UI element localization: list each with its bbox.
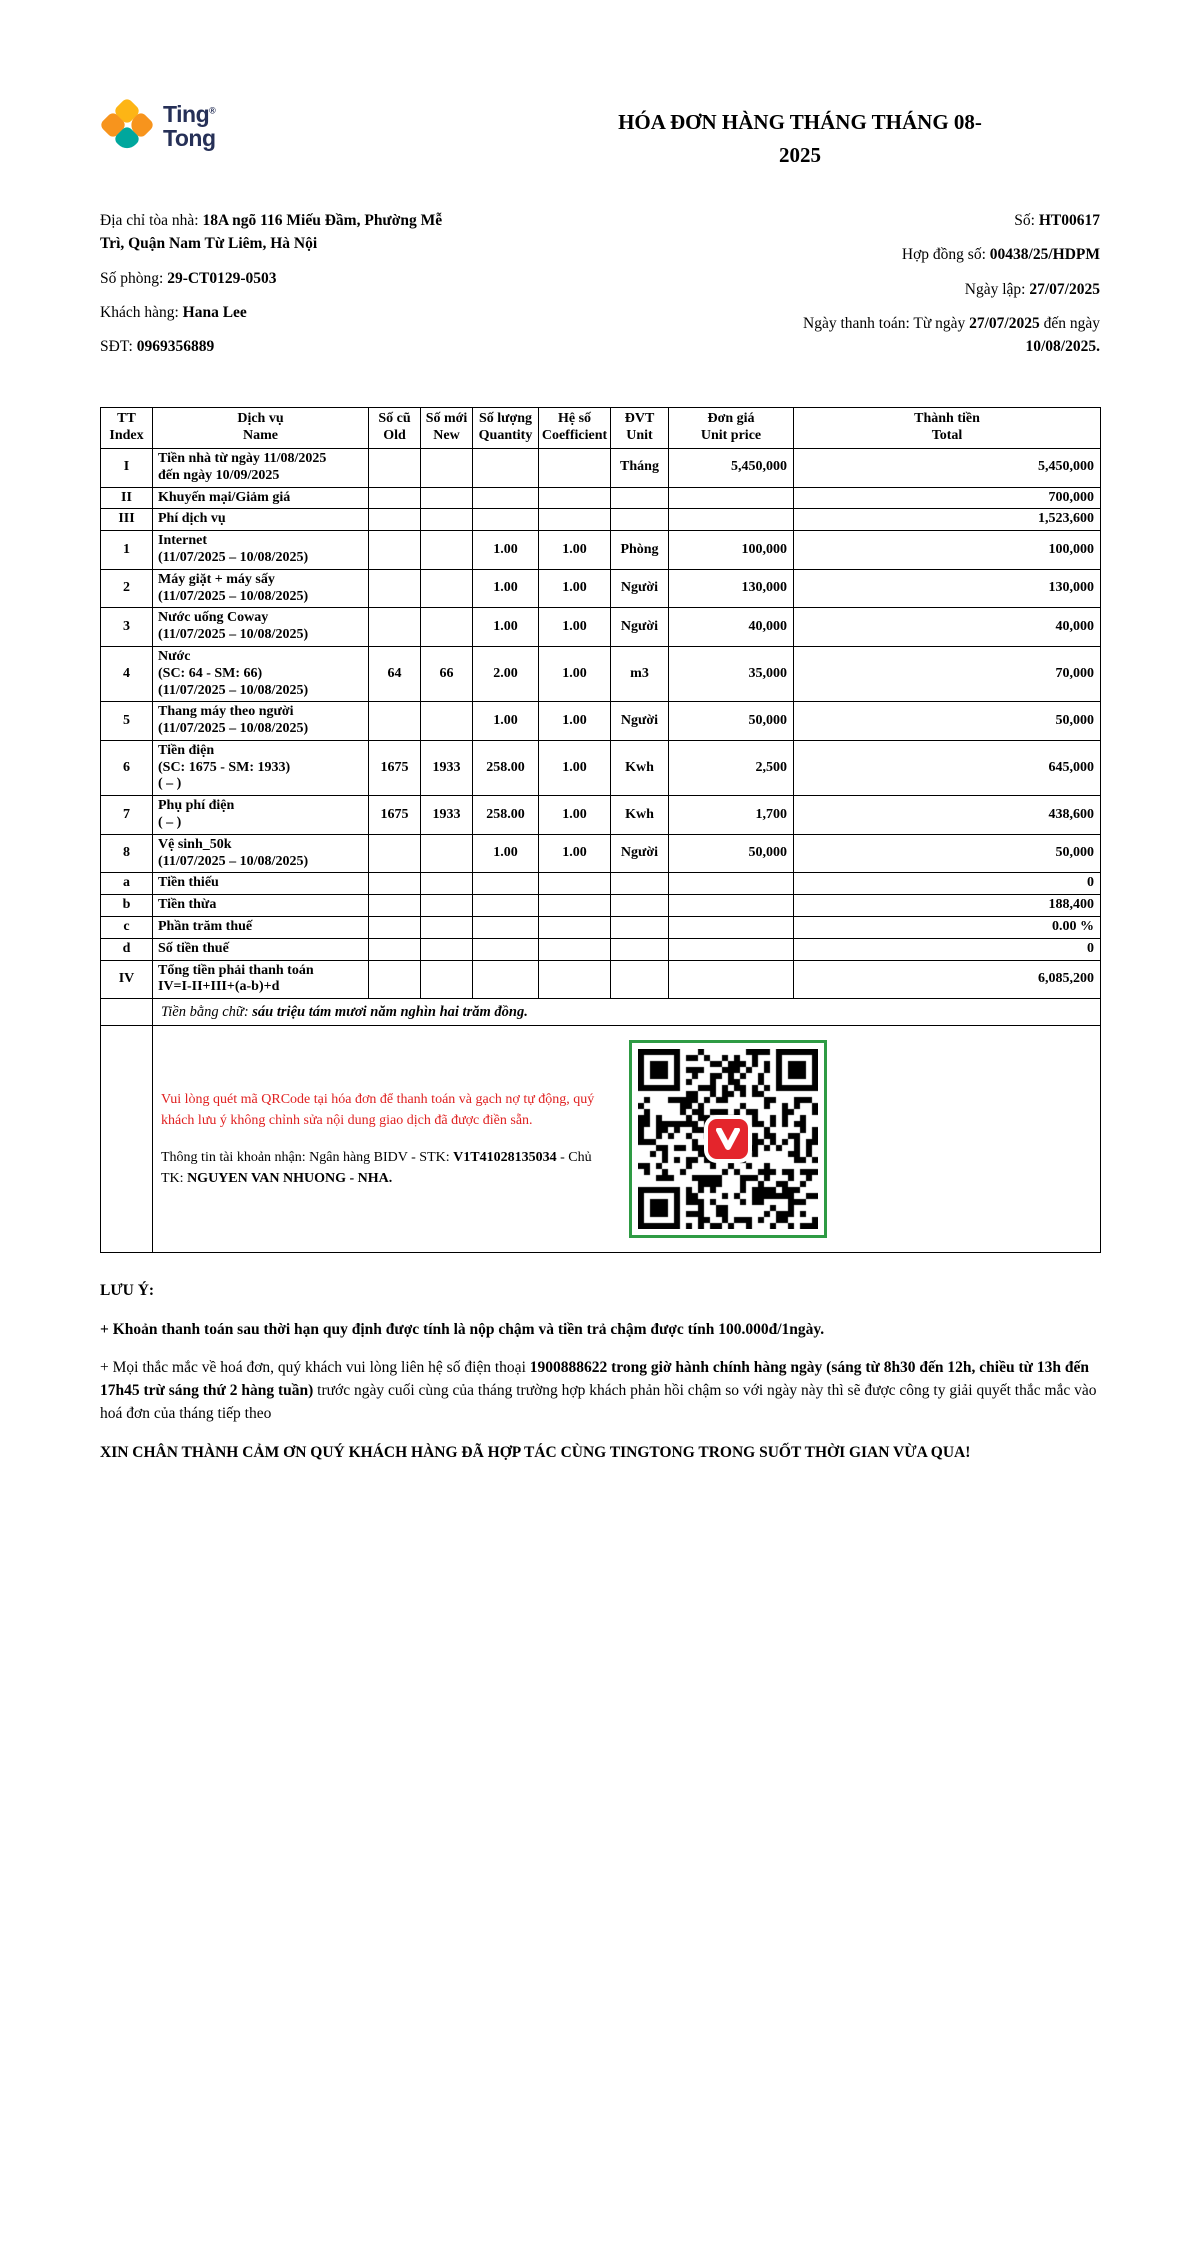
table-row	[101, 938, 1101, 960]
cell-name: Phần trăm thuế	[153, 917, 369, 939]
cell-coefficient: 1.00	[539, 834, 611, 873]
cell-name: Số tiền thuế	[153, 938, 369, 960]
logo-word-ting: Ting	[163, 101, 210, 128]
table-header-row	[101, 408, 1101, 449]
table-row	[101, 646, 1101, 701]
cell-coefficient: 1.00	[539, 531, 611, 570]
cell-name: Máy giặt + máy sấy (11/07/2025 – 10/08/2025)	[153, 569, 369, 608]
cell-quantity: 1.00	[473, 834, 539, 873]
cell-quantity	[473, 895, 539, 917]
cell-unit: Kwh	[611, 796, 669, 835]
table-row	[101, 960, 1101, 999]
cell-old	[369, 608, 421, 647]
cell-total: 100,000	[794, 531, 1101, 570]
cell-new	[421, 702, 473, 741]
cell-total: 438,600	[794, 796, 1101, 835]
cell-new	[421, 531, 473, 570]
cell-unit-price: 35,000	[669, 646, 794, 701]
cell-name: Tiền nhà từ ngày 11/08/2025 đến ngày 10/09/2025	[153, 448, 369, 487]
cell-name: Internet (11/07/2025 – 10/08/2025)	[153, 531, 369, 570]
table-row	[101, 702, 1101, 741]
cell-coefficient: 1.00	[539, 796, 611, 835]
cell-name: Khuyến mại/Giảm giá	[153, 487, 369, 509]
cell-quantity: 2.00	[473, 646, 539, 701]
cell-name: Vệ sinh_50k (11/07/2025 – 10/08/2025)	[153, 834, 369, 873]
cell-coefficient: 1.00	[539, 646, 611, 701]
cell-unit	[611, 873, 669, 895]
tingtong-logo	[100, 100, 216, 154]
invoice-table-footer	[101, 999, 1101, 1253]
col-header-new: Số mới New	[421, 408, 473, 449]
cell-old	[369, 509, 421, 531]
cell-index: 4	[101, 646, 153, 701]
payment-spacer-cell	[101, 1026, 153, 1253]
cell-unit-price: 2,500	[669, 740, 794, 795]
cell-old	[369, 531, 421, 570]
cell-old	[369, 569, 421, 608]
bank-account-info: Thông tin tài khoản nhận: Ngân hàng BIDV - STK: V1T41028135034 - Chủ TK: NGUYEN VAN NHUONG - NHA.	[161, 1150, 592, 1187]
cell-old	[369, 938, 421, 960]
table-row	[101, 834, 1101, 873]
table-row	[101, 569, 1101, 608]
cell-new	[421, 938, 473, 960]
room-number: Số phòng: 29-CT0129-0503	[100, 269, 277, 287]
cell-unit	[611, 960, 669, 999]
cell-unit-price	[669, 960, 794, 999]
cell-quantity: 1.00	[473, 702, 539, 741]
col-header-total: Thành tiền Total	[794, 408, 1101, 449]
cell-coefficient: 1.00	[539, 740, 611, 795]
cell-unit-price: 130,000	[669, 569, 794, 608]
cell-total: 40,000	[794, 608, 1101, 647]
cell-new	[421, 448, 473, 487]
cell-quantity	[473, 448, 539, 487]
amount-in-words-row	[101, 999, 1101, 1026]
col-header-unit-price: Đơn giá Unit price	[669, 408, 794, 449]
tingtong-logo-icon	[100, 100, 154, 154]
cell-new	[421, 895, 473, 917]
cell-total: 1,523,600	[794, 509, 1101, 531]
cell-quantity	[473, 873, 539, 895]
qr-payment-notice: Vui lòng quét mã QRCode tại hóa đơn để thanh toán và gạch nợ tự động, quý khách lưu ý không chỉnh sửa nội dung giao dịch đã được điền sẵn.	[161, 1092, 595, 1129]
cell-new	[421, 960, 473, 999]
cell-quantity	[473, 938, 539, 960]
cell-total: 0	[794, 873, 1101, 895]
table-row	[101, 895, 1101, 917]
cell-coefficient	[539, 873, 611, 895]
cell-unit: m3	[611, 646, 669, 701]
amount-in-words-spacer	[101, 999, 153, 1026]
cell-quantity: 1.00	[473, 569, 539, 608]
cell-unit-price: 40,000	[669, 608, 794, 647]
cell-coefficient	[539, 448, 611, 487]
cell-index: d	[101, 938, 153, 960]
cell-new	[421, 569, 473, 608]
cell-unit	[611, 509, 669, 531]
cell-coefficient	[539, 960, 611, 999]
invoice-title-line2: 2025	[779, 142, 821, 167]
cell-index: 8	[101, 834, 153, 873]
cell-total: 130,000	[794, 569, 1101, 608]
cell-index: II	[101, 487, 153, 509]
cell-old	[369, 960, 421, 999]
cell-coefficient: 1.00	[539, 702, 611, 741]
customer-name: Khách hàng: Hana Lee	[100, 303, 247, 321]
notes-section	[100, 1279, 1100, 1464]
cell-name: Tổng tiền phải thanh toán IV=I-II+III+(a-b)+d	[153, 960, 369, 999]
table-row	[101, 608, 1101, 647]
invoice-title-line1: HÓA ĐƠN HÀNG THÁNG THÁNG 08-	[618, 110, 982, 134]
invoice-info	[100, 209, 1100, 369]
cell-index: 6	[101, 740, 153, 795]
note-late-payment: + Khoản thanh toán sau thời hạn quy định được tính là nộp chậm và tiền trả chậm được tính 100.000đ/1ngày.	[100, 1320, 825, 1338]
payment-cell	[153, 1026, 1101, 1253]
cell-quantity	[473, 960, 539, 999]
cell-index: IV	[101, 960, 153, 999]
cell-old	[369, 487, 421, 509]
cell-unit-price: 50,000	[669, 834, 794, 873]
col-header-index: TT Index	[101, 408, 153, 449]
cell-old	[369, 834, 421, 873]
cell-coefficient	[539, 895, 611, 917]
note-thanks: XIN CHÂN THÀNH CẢM ƠN QUÝ KHÁCH HÀNG ĐÃ HỢP TÁC CÙNG TINGTONG TRONG SUỐT THỜI GIAN VỪA QUA!	[100, 1443, 971, 1461]
cell-coefficient: 1.00	[539, 569, 611, 608]
table-row	[101, 796, 1101, 835]
invoice-table	[100, 407, 1101, 1253]
col-header-coefficient: Hệ số Coefficient	[539, 408, 611, 449]
cell-old: 1675	[369, 740, 421, 795]
cell-new: 66	[421, 646, 473, 701]
payment-row	[101, 1026, 1101, 1253]
cell-unit-price	[669, 487, 794, 509]
table-row	[101, 509, 1101, 531]
invoice-table-body	[101, 448, 1101, 998]
cell-new	[421, 917, 473, 939]
customer-info	[100, 209, 460, 369]
cell-index: 2	[101, 569, 153, 608]
cell-index: b	[101, 895, 153, 917]
payment-period: Ngày thanh toán: Từ ngày 27/07/2025 đến ngày 10/08/2025.	[803, 314, 1100, 356]
cell-quantity	[473, 509, 539, 531]
cell-unit-price: 5,450,000	[669, 448, 794, 487]
qr-code-box	[629, 1040, 827, 1238]
cell-index: I	[101, 448, 153, 487]
cell-new: 1933	[421, 796, 473, 835]
note-hotline: + Mọi thắc mắc về hoá đơn, quý khách vui lòng liên hệ số điện thoại 1900888622 trong giờ hành chính hàng ngày (sáng từ 8h30 đến 12h, chiều từ 13h đến 17h45 trừ sáng thứ 2 hàng tuần) trước ngày cuối cùng của tháng trường hợp khách phản hồi chậm so với ngày này thì sẽ được công ty giải quyết thắc mắc vào hoá đơn của tháng tiếp theo	[100, 1358, 1097, 1423]
table-row	[101, 873, 1101, 895]
cell-unit-price: 100,000	[669, 531, 794, 570]
cell-index: a	[101, 873, 153, 895]
cell-coefficient	[539, 938, 611, 960]
cell-new	[421, 834, 473, 873]
cell-index: 7	[101, 796, 153, 835]
v-chevron-icon	[716, 1128, 740, 1150]
cell-unit-price	[669, 509, 794, 531]
table-row	[101, 740, 1101, 795]
cell-index: c	[101, 917, 153, 939]
cell-name: Tiền thừa	[153, 895, 369, 917]
cell-unit: Người	[611, 702, 669, 741]
cell-quantity	[473, 917, 539, 939]
cell-unit: Người	[611, 834, 669, 873]
cell-total: 50,000	[794, 702, 1101, 741]
invoice-number: Số: HT00617	[1014, 212, 1100, 230]
cell-unit: Kwh	[611, 740, 669, 795]
cell-new	[421, 873, 473, 895]
cell-new	[421, 608, 473, 647]
cell-total: 700,000	[794, 487, 1101, 509]
registered-mark: ®	[209, 105, 216, 116]
col-header-old: Số cũ Old	[369, 408, 421, 449]
col-header-quantity: Số lượng Quantity	[473, 408, 539, 449]
cell-index: III	[101, 509, 153, 531]
cell-unit-price	[669, 938, 794, 960]
cell-unit: Phòng	[611, 531, 669, 570]
cell-unit-price: 1,700	[669, 796, 794, 835]
cell-coefficient	[539, 487, 611, 509]
cell-unit-price	[669, 895, 794, 917]
cell-index: 3	[101, 608, 153, 647]
cell-name: Phí dịch vụ	[153, 509, 369, 531]
cell-old	[369, 873, 421, 895]
cell-name: Thang máy theo người (11/07/2025 – 10/08/2025)	[153, 702, 369, 741]
cell-total: 645,000	[794, 740, 1101, 795]
cell-unit	[611, 938, 669, 960]
cell-total: 70,000	[794, 646, 1101, 701]
contract-number: Hợp đồng số: 00438/25/HDPM	[901, 246, 1100, 264]
cell-coefficient	[539, 509, 611, 531]
amount-in-words: Tiền bằng chữ: sáu triệu tám mươi năm nghìn hai trăm đồng.	[153, 999, 1101, 1026]
cell-new	[421, 509, 473, 531]
cell-name: Nước uống Coway (11/07/2025 – 10/08/2025)	[153, 608, 369, 647]
cell-unit-price: 50,000	[669, 702, 794, 741]
cell-total: 5,450,000	[794, 448, 1101, 487]
cell-old	[369, 917, 421, 939]
cell-old	[369, 448, 421, 487]
notes-title: LƯU Ý:	[100, 1282, 155, 1300]
cell-name: Tiền thiếu	[153, 873, 369, 895]
cell-unit: Tháng	[611, 448, 669, 487]
cell-total: 6,085,200	[794, 960, 1101, 999]
cell-index: 5	[101, 702, 153, 741]
table-row	[101, 917, 1101, 939]
cell-coefficient	[539, 917, 611, 939]
cell-old: 64	[369, 646, 421, 701]
cell-quantity: 1.00	[473, 608, 539, 647]
invoice-meta	[748, 209, 1100, 369]
page-header	[100, 100, 1100, 171]
cell-unit-price	[669, 917, 794, 939]
customer-phone: SĐT: 0969356889	[100, 338, 215, 356]
cell-unit	[611, 487, 669, 509]
issue-date: Ngày lập: 27/07/2025	[964, 280, 1100, 298]
table-row	[101, 531, 1101, 570]
cell-unit: Người	[611, 569, 669, 608]
cell-total: 50,000	[794, 834, 1101, 873]
cell-coefficient: 1.00	[539, 608, 611, 647]
cell-index: 1	[101, 531, 153, 570]
tingtong-logo-text	[163, 103, 216, 150]
col-header-service: Dịch vụ Name	[153, 408, 369, 449]
cell-old: 1675	[369, 796, 421, 835]
logo-word-tong: Tong	[163, 125, 216, 151]
cell-name: Phụ phí điện ( – )	[153, 796, 369, 835]
cell-total: 188,400	[794, 895, 1101, 917]
cell-quantity	[473, 487, 539, 509]
cell-quantity: 258.00	[473, 796, 539, 835]
cell-quantity: 1.00	[473, 531, 539, 570]
building-address: Địa chỉ tòa nhà: 18A ngõ 116 Miếu Đầm, Phường Mễ Trì, Quận Nam Từ Liêm, Hà Nội	[100, 212, 443, 253]
cell-total: 0.00 %	[794, 917, 1101, 939]
cell-quantity: 258.00	[473, 740, 539, 795]
cell-old	[369, 895, 421, 917]
cell-old	[369, 702, 421, 741]
invoice-title	[500, 106, 1100, 171]
col-header-unit: ĐVT Unit	[611, 408, 669, 449]
cell-unit: Người	[611, 608, 669, 647]
cell-total: 0	[794, 938, 1101, 960]
cell-unit-price	[669, 873, 794, 895]
cell-name: Tiền điện (SC: 1675 - SM: 1933) ( – )	[153, 740, 369, 795]
cell-unit	[611, 895, 669, 917]
cell-unit	[611, 917, 669, 939]
cell-new	[421, 487, 473, 509]
qr-center-logo-icon	[708, 1119, 748, 1159]
table-row	[101, 448, 1101, 487]
cell-name: Nước (SC: 64 - SM: 66) (11/07/2025 – 10/08/2025)	[153, 646, 369, 701]
payment-instructions	[159, 1089, 613, 1189]
table-row	[101, 487, 1101, 509]
cell-new: 1933	[421, 740, 473, 795]
